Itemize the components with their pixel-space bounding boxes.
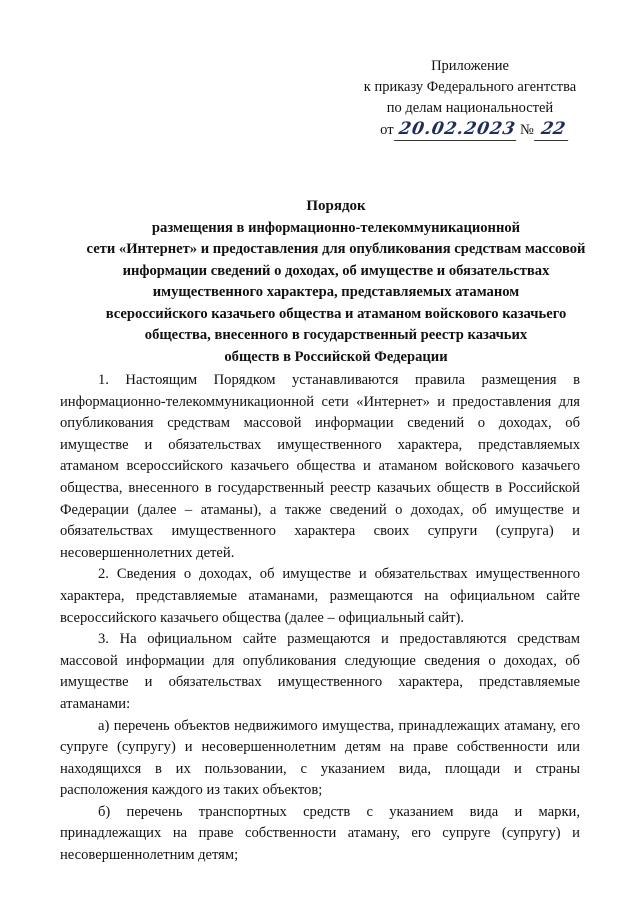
paragraph-1: 1. Настоящим Порядком устанавливаются правила размещения в информационно-телекоммуникационной сети «Интернет» и предоставления для опубликования средствам массовой информации сведений о доходах, об имуществе и обязательствах имущественного характера, представляемых атаманом всероссийского казачьего общества и атаманом войскового казачьего общества, внесенного в государственный реестр казачьих обществ в Российской Федерации (далее – атаманы), а также сведений о доходах, об имуществе и обязательствах имущественного характера своих супруги (супруга) и несовершеннолетних детей. [60,372,580,561]
annex-order-ref: к приказу Федерального агентства [363,79,577,95]
subparagraph-b: б) перечень транспортных средств с указанием вида и марки, принадлежащих на праве собственности атаману, его супруге (супругу) и несовершеннолетним детям; [60,803,580,864]
handwritten-number: 22 [534,119,572,141]
annex-order-date-number [340,119,600,141]
title-line: сети «Интернет» и предоставления для опубликования средствам массовой [86,241,586,257]
paragraph-2: 2. Сведения о доходах, об имуществе и обязательствах имущественного характера, представляемые атаманами, размещаются на официальном сайте всероссийского казачьего общества (далее – официальный сайт). [60,566,580,626]
title-line: общества, внесенного в государственный реестр казачьих [144,327,528,343]
title-line: информации сведений о доходах, об имуществе и обязательствах [122,262,550,279]
handwritten-date: 20.02.2023 [394,119,520,141]
date-prefix: от [380,122,394,138]
subparagraph-a: а) перечень объектов недвижимого имущества, принадлежащих атаману, его супруге (супругу) и несовершеннолетним детям на праве собственности или находящихся в их пользовании, с указанием вида, площади и страны расположения каждого из таких объектов; [60,717,580,799]
annex-agency: по делам национальностей [386,100,554,116]
document-title [56,196,616,368]
annex-title: Приложение [431,58,509,74]
annex-header [340,56,600,141]
title-heading: Порядок [306,198,366,214]
paragraph-3: 3. На официальном сайте размещаются и предоставляются средствам массовой информации для опубликования следующие сведения о доходах, об имуществе и обязательствах имущественного характера, представляемые атаманами: [60,631,580,712]
title-line: размещения в информационно-телекоммуникационной [151,219,521,236]
number-prefix: № [520,122,534,138]
title-line: имущественного характера, представляемых атаманом [152,284,520,300]
document-body [60,370,580,867]
title-line: обществ в Российской Федерации [224,348,448,365]
title-line: всероссийского казачьего общества и атаманом войскового казачьего [105,305,567,322]
